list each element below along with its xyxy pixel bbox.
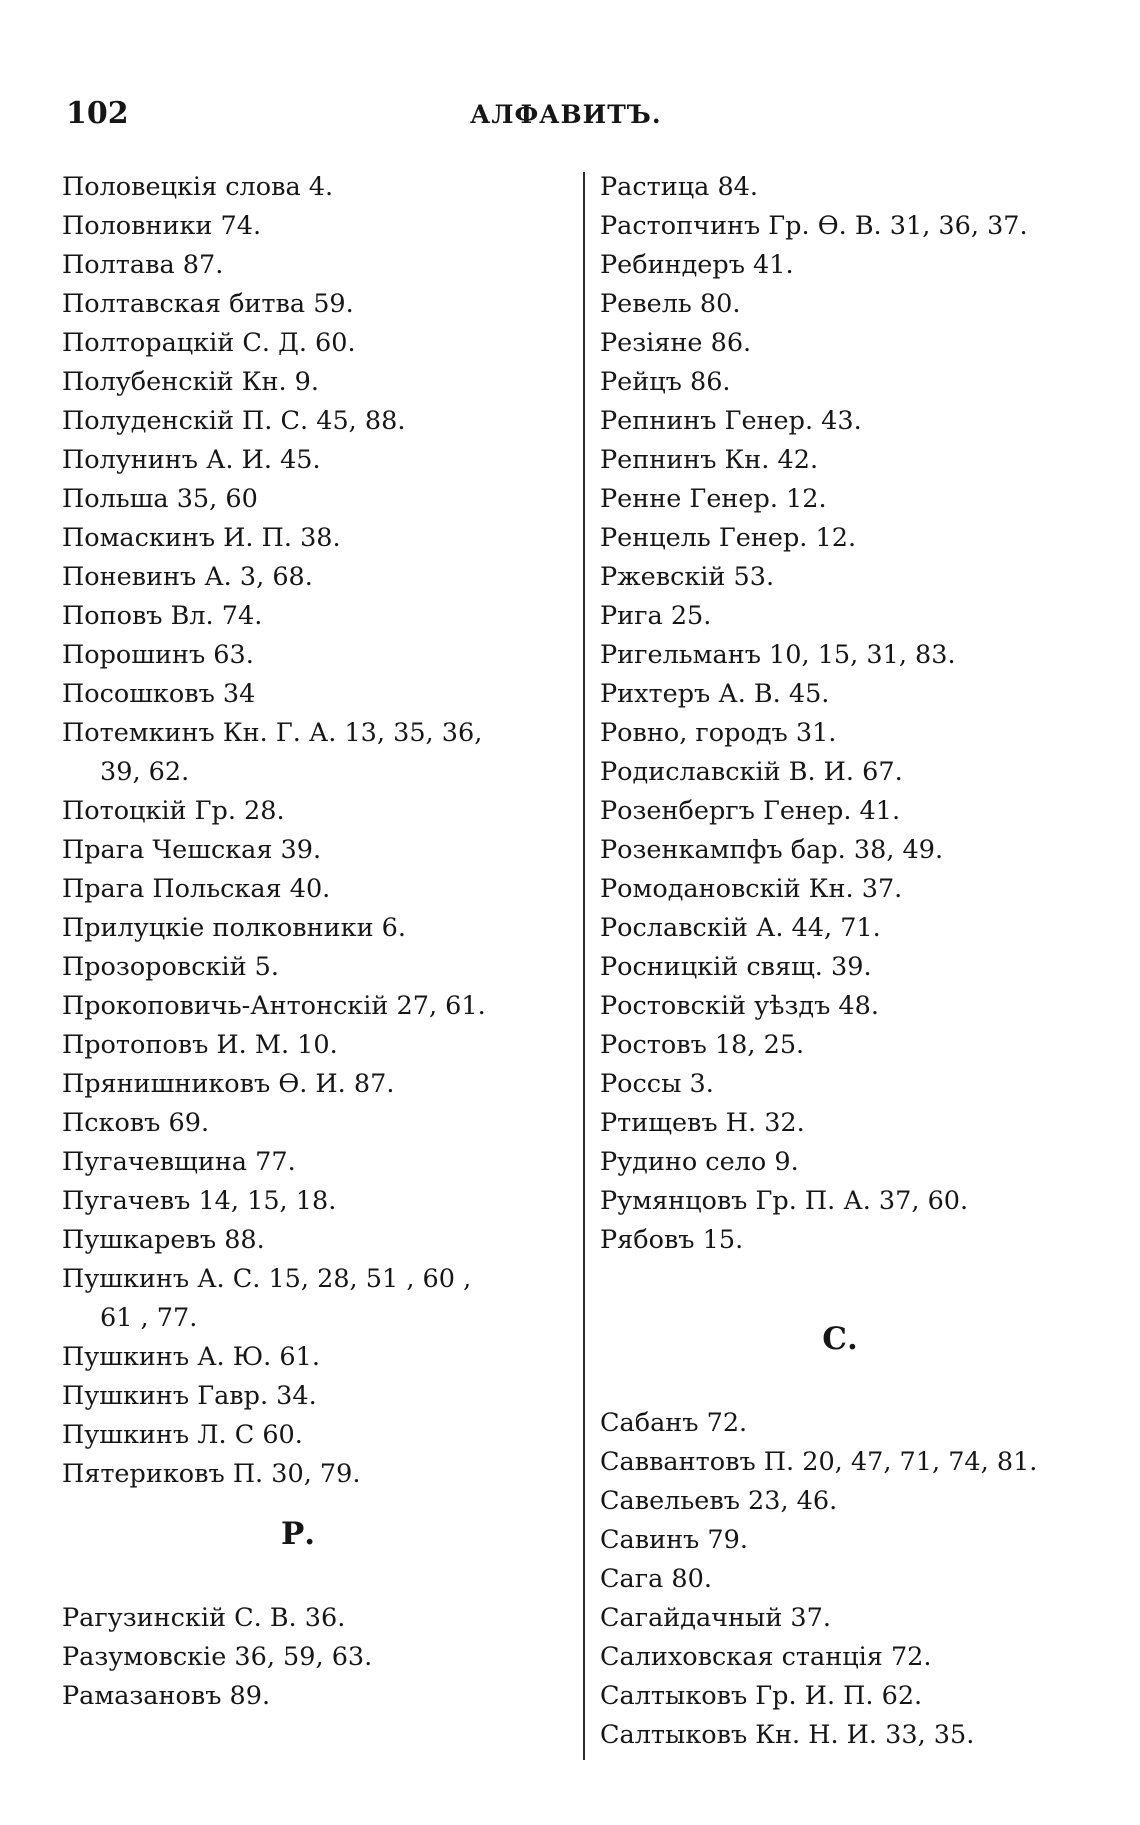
- page-number: 102: [66, 96, 129, 131]
- index-entry: Растопчинъ Гр. Ѳ. В. 31, 36, 37.: [600, 211, 1028, 241]
- index-entry: Розенкампфъ бар. 38, 49.: [600, 835, 944, 865]
- index-entry: Салтыковъ Кн. Н. И. 33, 35.: [600, 1720, 975, 1750]
- index-entry: Поповъ Вл. 74.: [62, 601, 263, 631]
- index-entry: Полторацкій С. Д. 60.: [62, 328, 356, 358]
- index-entry: Потоцкій Гр. 28.: [62, 796, 285, 826]
- index-entry: Половники 74.: [62, 211, 262, 241]
- index-entry: Полубенскій Кн. 9.: [62, 367, 319, 397]
- index-entry: Рябовъ 15.: [600, 1225, 744, 1255]
- index-entry: Псковъ 69.: [62, 1108, 210, 1138]
- index-entry: Сабанъ 72.: [600, 1408, 748, 1438]
- index-entry: Прилуцкіе полковники 6.: [62, 913, 407, 943]
- index-entry: Ребиндеръ 41.: [600, 250, 794, 280]
- index-entry: Росницкій свящ. 39.: [600, 952, 872, 982]
- index-entry: Салтыковъ Гр. И. П. 62.: [600, 1681, 923, 1711]
- index-entry: Репнинъ Генер. 43.: [600, 406, 862, 436]
- index-entry: Пушкинъ А. С. 15, 28, 51 , 60 ,: [62, 1264, 472, 1294]
- index-entry: Прага Польская 40.: [62, 874, 331, 904]
- index-entry: Пушкаревъ 88.: [62, 1225, 265, 1255]
- index-entry: Ригельманъ 10, 15, 31, 83.: [600, 640, 956, 670]
- page-heading: АЛФАВИТЪ.: [470, 100, 662, 129]
- index-entry: Ромодановскій Кн. 37.: [600, 874, 903, 904]
- section-gap: [600, 1260, 1120, 1299]
- index-entry: Ржевскій 53.: [600, 562, 775, 592]
- index-entry: Салиховская станція 72.: [600, 1642, 932, 1672]
- index-entry: Полунинъ А. И. 45.: [62, 445, 321, 475]
- index-entry: Родиславскій В. И. 67.: [600, 757, 903, 787]
- index-entry: Ростовскій уѣздъ 48.: [600, 991, 879, 1021]
- index-entry: Протоповъ И. М. 10.: [62, 1030, 338, 1060]
- index-entry: Половецкія слова 4.: [62, 172, 334, 202]
- index-entry: Рославскій А. 44, 71.: [600, 913, 881, 943]
- index-entry: Польша 35, 60: [62, 484, 258, 514]
- index-entry: Ревель 80.: [600, 289, 741, 319]
- index-entry: Порошинъ 63.: [62, 640, 254, 670]
- index-entry: Пугачевъ 14, 15, 18.: [62, 1186, 337, 1216]
- index-entry: Полтава 87.: [62, 250, 224, 280]
- index-entry: Растица 84.: [600, 172, 759, 202]
- index-entry: Рейцъ 86.: [600, 367, 731, 397]
- index-entry: Посошковъ 34: [62, 679, 256, 709]
- section-letter-s: С.: [822, 1321, 858, 1357]
- index-column-left: [62, 168, 574, 1716]
- index-entry-continuation: 39, 62.: [100, 757, 190, 787]
- index-entry: Полуденскій П. С. 45, 88.: [62, 406, 406, 436]
- index-entry: Ростовъ 18, 25.: [600, 1030, 805, 1060]
- index-entry: Пушкинъ Гавр. 34.: [62, 1381, 317, 1411]
- index-entry: Разумовскіе 36, 59, 63.: [62, 1642, 373, 1672]
- index-entry: Рамазановъ 89.: [62, 1681, 271, 1711]
- index-entry-continuation: 61 , 77.: [100, 1303, 198, 1333]
- index-entry: Прага Чешская 39.: [62, 835, 322, 865]
- index-entry: Сагайдачный 37.: [600, 1603, 831, 1633]
- index-entry: Прянишниковъ Ѳ. И. 87.: [62, 1069, 395, 1099]
- index-entry: Ренцель Генер. 12.: [600, 523, 857, 553]
- index-entry: Савинъ 79.: [600, 1525, 748, 1555]
- index-entry: Пятериковъ П. 30, 79.: [62, 1459, 361, 1489]
- index-entry: Рихтеръ А. В. 45.: [600, 679, 830, 709]
- index-entry: Пушкинъ А. Ю. 61.: [62, 1342, 320, 1372]
- index-entry: Репнинъ Кн. 42.: [600, 445, 819, 475]
- index-entry: Рига 25.: [600, 601, 712, 631]
- section-spacer: [600, 1379, 1120, 1404]
- index-entry: Резіяне 86.: [600, 328, 752, 358]
- index-entry: Прозоровскій 5.: [62, 952, 280, 982]
- section-letter-r: Р.: [280, 1516, 316, 1552]
- index-entry: Помаскинъ И. П. 38.: [62, 523, 341, 553]
- index-column-right: [600, 168, 1120, 1755]
- index-entry: Саввантовъ П. 20, 47, 71, 74, 81.: [600, 1447, 1038, 1477]
- index-entry: Полтавская битва 59.: [62, 289, 354, 319]
- index-entry: Румянцовъ Гр. П. А. 37, 60.: [600, 1186, 969, 1216]
- index-entry: Ренне Генер. 12.: [600, 484, 827, 514]
- index-entry: Ртищевъ Н. 32.: [600, 1108, 805, 1138]
- index-entry: Поневинъ А. 3, 68.: [62, 562, 313, 592]
- index-entry: Розенбергъ Генер. 41.: [600, 796, 901, 826]
- index-entry: Пугачевщина 77.: [62, 1147, 296, 1177]
- index-entry: Савельевъ 23, 46.: [600, 1486, 838, 1516]
- index-entry: Россы 3.: [600, 1069, 714, 1099]
- column-divider: [583, 172, 585, 1760]
- index-entry: Потемкинъ Кн. Г. А. 13, 35, 36,: [62, 718, 483, 748]
- index-entry: Рудино село 9.: [600, 1147, 799, 1177]
- section-spacer: [62, 1574, 574, 1599]
- index-entry: Ровно, городъ 31.: [600, 718, 837, 748]
- index-entry: Прокоповичь-Антонскій 27, 61.: [62, 991, 486, 1021]
- index-entry: Сага 80.: [600, 1564, 712, 1594]
- index-entry: Рагузинскій С. В. 36.: [62, 1603, 346, 1633]
- index-entry: Пушкинъ Л. С 60.: [62, 1420, 303, 1450]
